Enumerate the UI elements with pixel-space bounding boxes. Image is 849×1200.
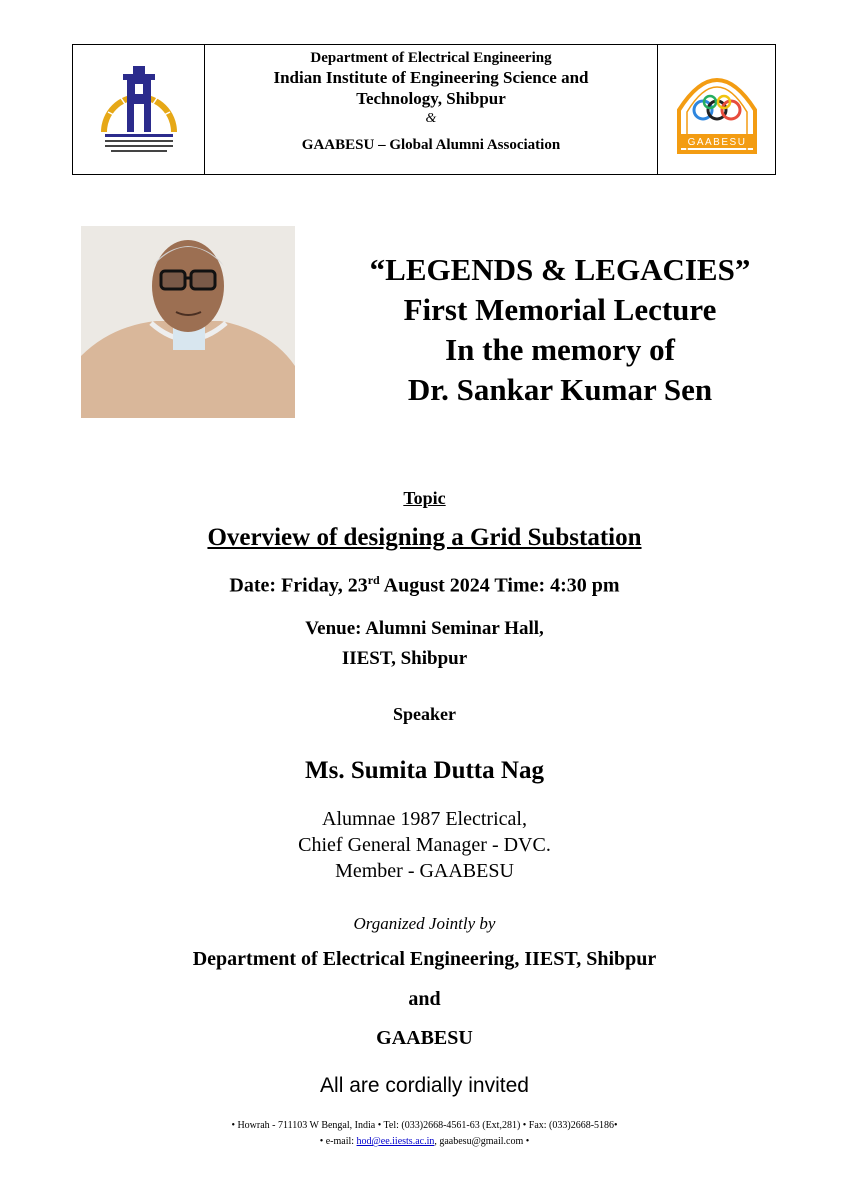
event-title (320, 250, 800, 410)
letterhead-text (205, 45, 657, 174)
venue-line1: Venue: Alumni Seminar Hall, (305, 618, 544, 639)
invitation-note: All are cordially invited (320, 1074, 529, 1097)
date-prefix: Date: Friday, 23 (229, 574, 368, 597)
email-prefix: • e-mail: (319, 1136, 357, 1147)
alumni-association-name: GAABESU – Global Alumni Association (301, 137, 561, 153)
event-title-line2: First Memorial Lecture (403, 292, 717, 327)
topic-heading: Topic (403, 488, 446, 508)
date-ordinal: rd (367, 573, 380, 587)
event-title-line3: In the memory of (445, 332, 675, 367)
speaker-info-line1: Alumnae 1987 Electrical, (322, 808, 527, 830)
email-link[interactable]: hod@ee.iiests.ac.in (356, 1136, 435, 1147)
event-venue (0, 614, 849, 674)
organizer-and: and (408, 988, 441, 1010)
footer-address: • Howrah - 711103 W Bengal, India • Tel: (033)2668-4561-63 (Ext,281) • Fax: (033)2668-5186• (231, 1120, 618, 1131)
speaker-name: Ms. Sumita Dutta Nag (305, 757, 544, 784)
portrait-photo (81, 226, 295, 418)
organizers-heading: Organized Jointly by (353, 914, 496, 933)
event-title-line4: Dr. Sankar Kumar Sen (407, 372, 713, 407)
speaker-info-line3: Member - GAABESU (335, 860, 514, 882)
topic-title: Overview of designing a Grid Substation (207, 524, 642, 551)
gaabesu-logo-text: GAABESU (687, 136, 746, 148)
organizer-1: Department of Electrical Engineering, IIEST, Shibpur (192, 948, 657, 970)
organizer-2: GAABESU (376, 1027, 473, 1049)
ampersand: & (425, 111, 437, 126)
speaker-details (0, 806, 849, 884)
gaabesu-logo-cell (657, 45, 775, 174)
event-datetime (0, 573, 849, 598)
speaker-info-line2: Chief General Manager - DVC. (298, 834, 551, 856)
speaker-heading: Speaker (393, 704, 456, 724)
institute-name-line2: Technology, Shibpur (356, 89, 506, 108)
venue-line2: IIEST, Shibpur (341, 648, 468, 669)
date-suffix: August 2024 Time: 4:30 pm (379, 574, 620, 597)
footer-email (0, 1136, 849, 1147)
event-title-line1: “LEGENDS & LEGACIES” (369, 252, 751, 287)
institute-name-line1: Indian Institute of Engineering Science and (273, 68, 589, 87)
iiest-logo-icon (91, 62, 187, 158)
department-name: Department of Electrical Engineering (310, 50, 552, 66)
iiest-logo-cell (73, 45, 205, 174)
gaabesu-logo-icon (669, 60, 765, 160)
letterhead (72, 44, 776, 175)
email-rest: , gaabesu@gmail.com • (434, 1136, 530, 1147)
